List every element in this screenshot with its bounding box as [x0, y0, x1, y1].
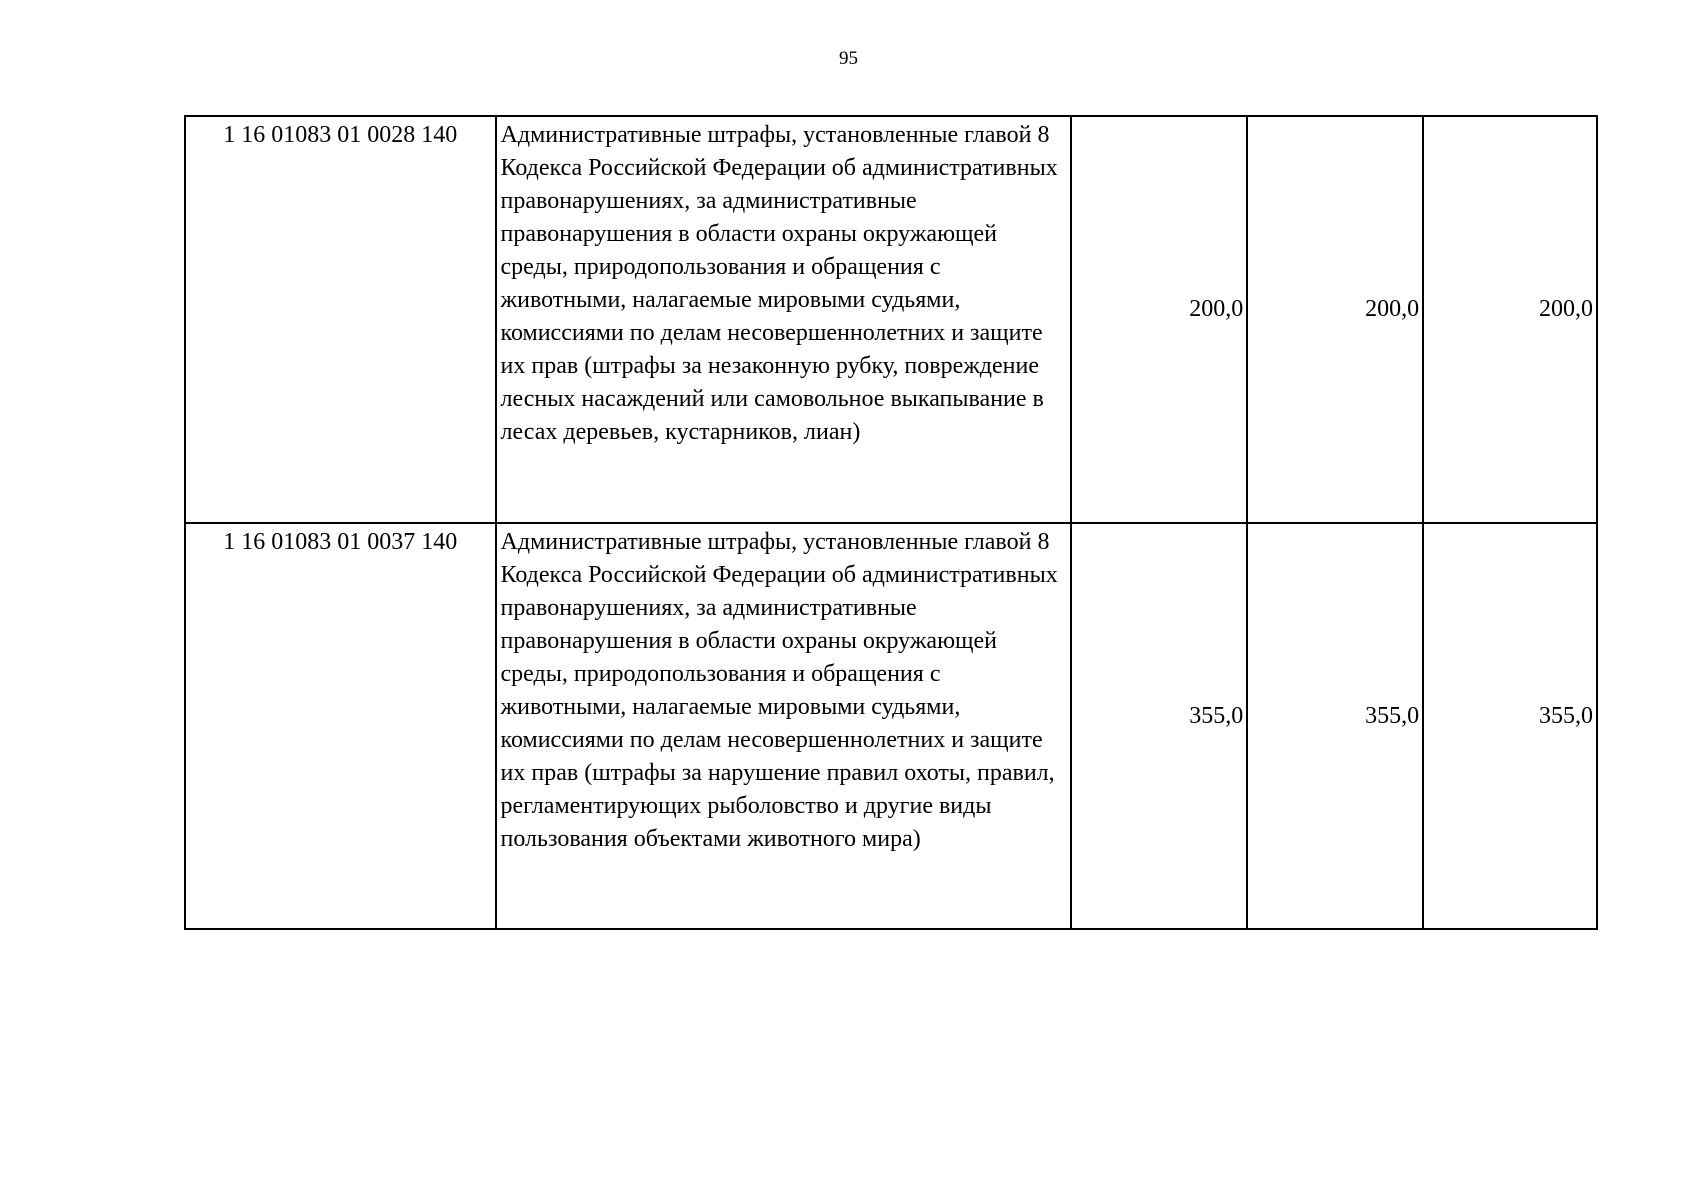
amount-cell-2: [1247, 523, 1423, 929]
amount-value: 200,0: [1189, 296, 1244, 322]
amount-cell-1: [1071, 116, 1247, 523]
amount-cell-3: [1423, 116, 1597, 523]
table-row: [185, 523, 1597, 929]
amount-value: 355,0: [1539, 702, 1593, 729]
classification-code-cell: 1 16 01083 01 0037 140: [185, 523, 496, 929]
budget-revenue-table: [184, 115, 1598, 930]
page-number: 95: [839, 48, 858, 69]
amount-cell-3: [1423, 523, 1597, 929]
amount-cell-2: [1247, 116, 1423, 523]
classification-code-cell: 1 16 01083 01 0028 140: [185, 116, 496, 523]
amount-value: 200,0: [1365, 296, 1420, 322]
revenue-name-cell: Административные штрафы, установленные главой 8 Кодекса Российской Федерации об административных правонарушениях, за административные правонарушения в области охраны окружающей среды, природопользования и обращения с животными, налагаемые мировыми судьями, комиссиями по делам несовершеннолетних и защите их прав (штрафы за нарушение правил охоты, правил, регламентирующих рыболовство и другие виды пользования объектами животного мира): [496, 523, 1072, 929]
amount-value: 355,0: [1365, 702, 1420, 729]
revenue-name-cell: Административные штрафы, установленные главой 8 Кодекса Российской Федерации об административных правонарушениях, за административные правонарушения в области охраны окружающей среды, природопользования и обращения с животными, налагаемые мировыми судьями, комиссиями по делам несовершеннолетних и защите их прав (штрафы за незаконную рубку, повреждение лесных насаждений или самовольное выкапывание в лесах деревьев, кустарников, лиан): [496, 116, 1072, 523]
amount-cell-1: [1071, 523, 1247, 929]
amount-value: 200,0: [1539, 296, 1593, 322]
table-row: [185, 116, 1597, 523]
amount-value: 355,0: [1189, 702, 1244, 729]
